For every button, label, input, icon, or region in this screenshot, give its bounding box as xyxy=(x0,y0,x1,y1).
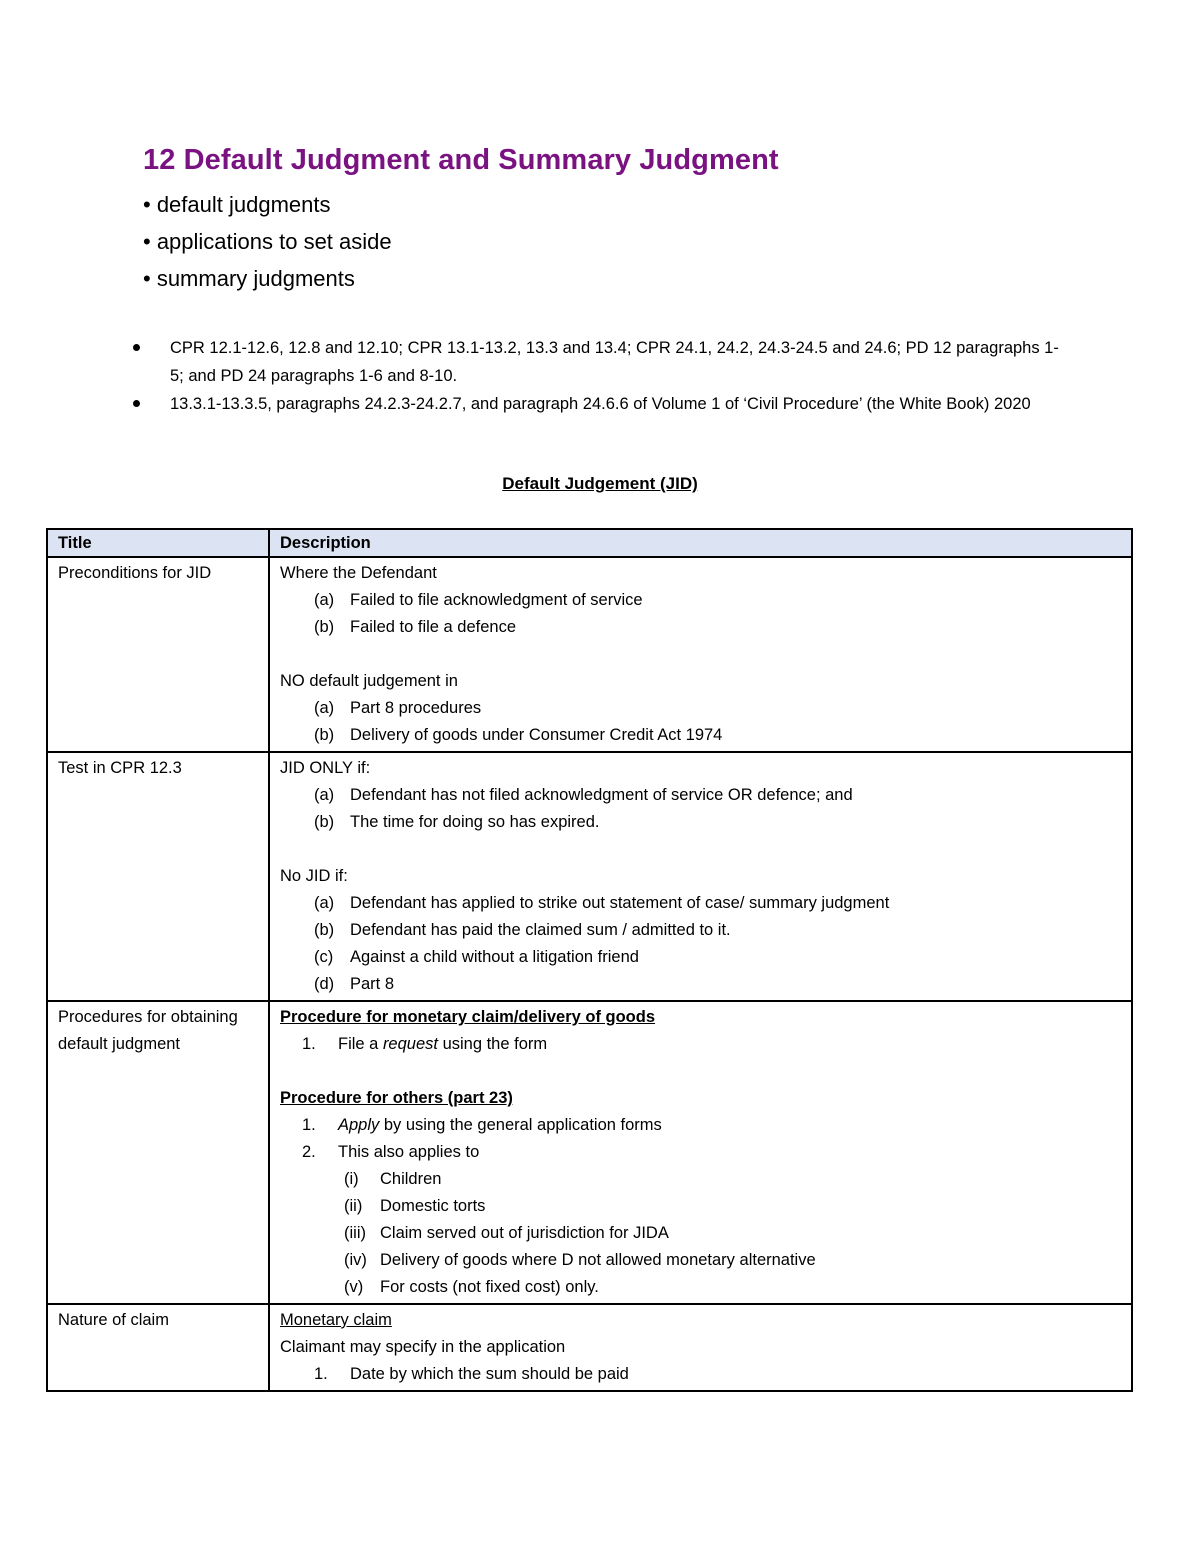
reference-item: 13.3.1-13.3.5, paragraphs 24.2.3-24.2.7, and paragraph 24.6.6 of Volume 1 of ‘Civil Procedure’ (the White Book) 2020 xyxy=(170,390,1070,418)
list-text: Part 8 xyxy=(350,975,395,993)
list-marker: (c) xyxy=(314,948,334,966)
table-row xyxy=(47,1304,1132,1391)
procedure-steps xyxy=(280,1031,1121,1058)
list-item xyxy=(280,782,1121,809)
list-marker: 2. xyxy=(302,1143,316,1161)
list-marker: 1. xyxy=(302,1116,316,1134)
list-marker: (v) xyxy=(344,1278,364,1296)
row-title: Preconditions for JID xyxy=(47,557,269,752)
list-item xyxy=(280,944,1121,971)
list-text: Delivery of goods under Consumer Credit Act 1974 xyxy=(350,726,723,744)
procedure-steps xyxy=(280,1112,1121,1166)
list-item xyxy=(280,1031,1121,1058)
condition-list xyxy=(280,782,1121,836)
section-heading: Default Judgement (JID) xyxy=(502,474,698,493)
list-marker: (d) xyxy=(314,975,335,993)
list-marker: (ii) xyxy=(344,1197,363,1215)
list-item xyxy=(280,1220,1121,1247)
topic-item: • summary judgments xyxy=(143,266,355,291)
exception-list xyxy=(280,890,1121,998)
list-item xyxy=(280,1361,1121,1388)
claim-text: Claimant may specify in the application xyxy=(280,1338,566,1356)
list-text: Delivery of goods where D not allowed monetary alternative xyxy=(380,1251,816,1269)
row-title: Nature of claim xyxy=(47,1304,269,1391)
list-marker: 1. xyxy=(314,1365,328,1383)
list-item xyxy=(280,809,1121,836)
topic-item: • applications to set aside xyxy=(143,229,392,254)
row-exception-intro: NO default judgement in xyxy=(280,672,458,690)
emphasis-text: Apply xyxy=(338,1116,380,1134)
header-description: Description xyxy=(269,529,1132,557)
topics-list xyxy=(143,191,392,302)
list-text: Children xyxy=(380,1170,442,1188)
list-marker: (iii) xyxy=(344,1224,366,1242)
list-item xyxy=(280,1139,1121,1166)
list-marker: (a) xyxy=(314,699,335,717)
row-title: Test in CPR 12.3 xyxy=(47,752,269,1001)
procedure-heading: Procedure for others (part 23) xyxy=(280,1089,513,1107)
list-item xyxy=(280,1166,1121,1193)
list-marker: (b) xyxy=(314,726,335,744)
list-text: Part 8 procedures xyxy=(350,699,482,717)
row-description xyxy=(269,557,1132,752)
list-marker: (a) xyxy=(314,591,335,609)
list-text: Against a child without a litigation friend xyxy=(350,948,639,966)
exception-list xyxy=(280,695,1121,749)
default-judgement-table xyxy=(46,528,1133,1392)
list-item xyxy=(280,1112,1121,1139)
list-text: The time for doing so has expired. xyxy=(350,813,600,831)
list-text: Claim served out of jurisdiction for JIDA xyxy=(380,1224,669,1242)
list-item xyxy=(280,695,1121,722)
list-marker: (b) xyxy=(314,618,335,636)
reference-item: CPR 12.1-12.6, 12.8 and 12.10; CPR 13.1-13.2, 13.3 and 13.4; CPR 24.1, 24.2, 24.3-24.5 and 24.6; PD 12 paragraphs 1-5; and PD 24 paragraphs 1-6 and 8-10. xyxy=(170,334,1070,390)
list-text: Failed to file a defence xyxy=(350,618,517,636)
list-text: Defendant has paid the claimed sum / admitted to it. xyxy=(350,921,731,939)
claim-steps xyxy=(280,1361,1121,1388)
page-title: 12 Default Judgment and Summary Judgment xyxy=(143,144,779,176)
list-marker: 1. xyxy=(302,1035,316,1053)
list-text: Failed to file acknowledgment of service xyxy=(350,591,643,609)
table-row xyxy=(47,557,1132,752)
list-marker: (a) xyxy=(314,786,335,804)
row-exception-intro: No JID if: xyxy=(280,867,348,885)
list-text: File a request using the form xyxy=(338,1035,548,1053)
list-text: This also applies to xyxy=(338,1143,480,1161)
list-marker: (a) xyxy=(314,894,335,912)
emphasis-text: request xyxy=(382,1035,438,1053)
claim-heading: Monetary claim xyxy=(280,1311,392,1329)
list-item xyxy=(280,587,1121,614)
list-text: Date by which the sum should be paid xyxy=(350,1365,629,1383)
references-list xyxy=(170,334,1070,418)
list-marker: (iv) xyxy=(344,1251,367,1269)
list-marker: (b) xyxy=(314,813,335,831)
list-text: Domestic torts xyxy=(380,1197,486,1215)
condition-list xyxy=(280,587,1121,641)
list-text: For costs (not fixed cost) only. xyxy=(380,1278,599,1296)
header-title: Title xyxy=(47,529,269,557)
row-title: Procedures for obtaining default judgment xyxy=(47,1001,269,1304)
procedure-heading: Procedure for monetary claim/delivery of goods xyxy=(280,1008,656,1026)
list-item xyxy=(280,1274,1121,1301)
row-description xyxy=(269,1304,1132,1391)
table-row xyxy=(47,752,1132,1001)
list-text: Apply by using the general application forms xyxy=(338,1116,662,1134)
list-text: Defendant has not filed acknowledgment of service OR defence; and xyxy=(350,786,853,804)
row-intro: JID ONLY if: xyxy=(280,759,371,777)
row-intro: Where the Defendant xyxy=(280,564,437,582)
list-item xyxy=(280,722,1121,749)
list-marker: (b) xyxy=(314,921,335,939)
list-item xyxy=(280,1247,1121,1274)
applies-to-list xyxy=(280,1166,1121,1301)
topic-item: • default judgments xyxy=(143,192,331,217)
list-item xyxy=(280,971,1121,998)
list-item xyxy=(280,917,1121,944)
row-description xyxy=(269,752,1132,1001)
list-marker: (i) xyxy=(344,1170,359,1188)
list-item xyxy=(280,614,1121,641)
table-row xyxy=(47,1001,1132,1304)
row-description xyxy=(269,1001,1132,1304)
list-item xyxy=(280,890,1121,917)
list-item xyxy=(280,1193,1121,1220)
table-header-row xyxy=(47,529,1132,557)
list-text: Defendant has applied to strike out statement of case/ summary judgment xyxy=(350,894,890,912)
